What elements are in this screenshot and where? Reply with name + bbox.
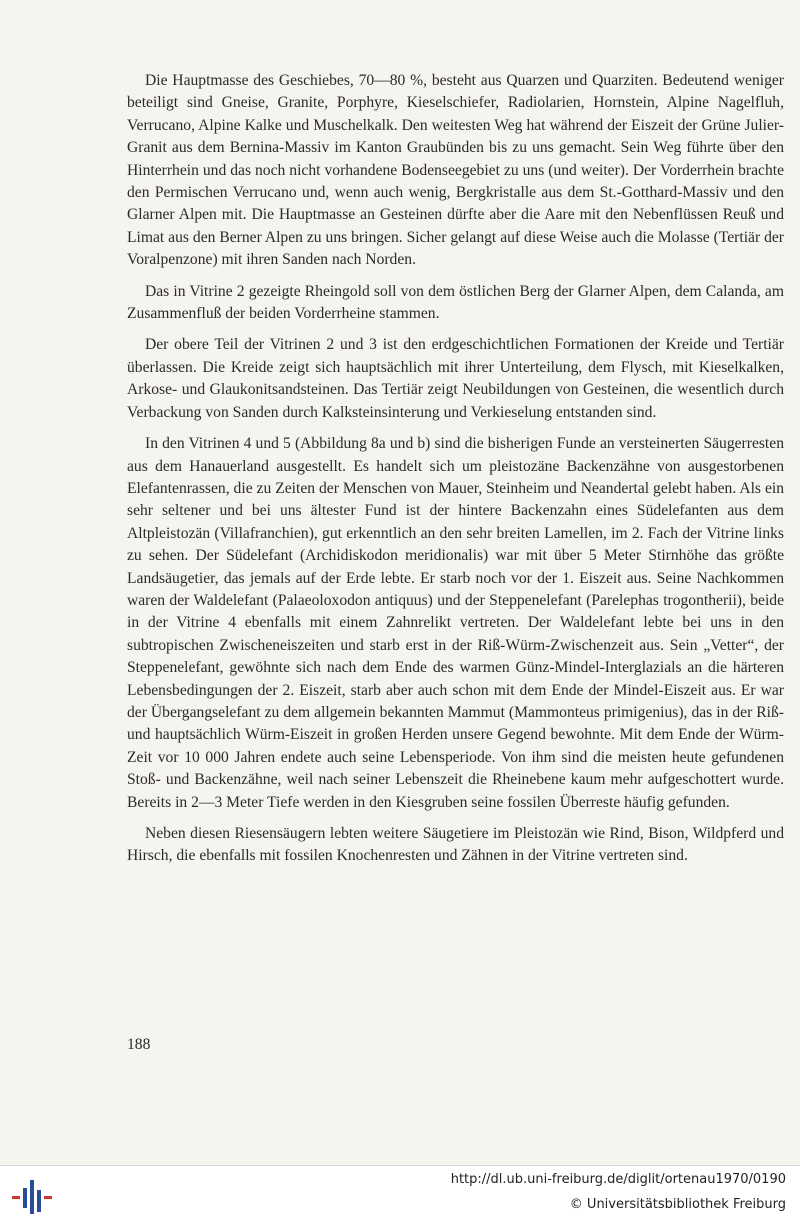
paragraph-5: Neben diesen Riesensäugern lebten weitere Säugetiere im Pleistozän wie Rind, Bison, Wildpferd und Hirsch, die ebenfalls mit fossilen Knochenresten und Zähnen in der Vitrine vertreten sind. [127, 825, 784, 865]
paragraph-1: Die Hauptmasse des Geschiebes, 70—80 %, besteht aus Quarzen und Quarziten. Bedeutend weniger beteiligt sind Gneise, Granite, Porphyre, Kieselschiefer, Radiolarien, Hornstein, Alpine Nagelfluh, Verrucano, Alpine Kalke und Muschelkalk. Den weitesten Weg hat während der Eiszeit der Grüne Julier-Granit aus dem Bernina-Massiv im Kanton Graubünden bis zu uns gemacht. Sein Weg führte über den Hinterrhein und das noch nicht vorhandene Bodenseegebiet zu uns (und weiter). Der Vorderrhein brachte den Permischen Verrucano und, wenn auch wenig, Bergkristalle aus dem St.-Gotthard-Massiv und den Glarner Alpen mit. Die Hauptmasse an Gesteinen dürfte aber die Aare mit den Nebenflüssen Reuß und Limat aus den Berner Alpen zu uns bringen. Sicher gelangt auf diese Weise auch die Molasse (Tertiär der Voralpenzone) mit ihren Sanden nach Norden. [127, 72, 784, 269]
footer-bar [0, 1165, 800, 1221]
ub-freiburg-logo-icon [8, 1176, 54, 1216]
paragraph-4: In den Vitrinen 4 und 5 (Abbildung 8a und b) sind die bisherigen Funde an versteinerten Säugerresten aus dem Hanauerland ausgestellt. Es handelt sich um pleistozäne Backenzähne von ausgestorbenen Elefantenrassen, die zu Zeiten der Menschen von Mauer, Steinheim und Neandertal gelebt haben. Als ein sehr seltener und bei uns ältester Fund ist der hintere Backenzahn eines Südelefanten aus dem Altpleistozän (Villafranchien), gut erkenntlich an den sehr breiten Lamellen, im 2. Fach der Vitrine links zu sehen. Der Südelefant (Archidiskodon meridionalis) war mit über 5 Meter Stirnhöhe das größte Landsäugetier, das jemals auf der Erde lebte. Er starb noch vor der 1. Eiszeit aus. Seine Nachkommen waren der Waldelefant (Palaeoloxodon antiquus) und der Steppenelefant (Parelephas trogontherii), beide in der Vitrine 4 ebenfalls mit einem Zahnrelikt vertreten. Der Waldelefant lebte bei uns in den subtropischen Zwischeneiszeiten und starb erst in der Riß-Würm-Zwischenzeit aus. Sein „Vetter“, der Steppenelefant, gewöhnte sich nach dem Ende des warmen Günz-Mindel-Interglazials an die härteren Lebensbedingungen der 2. Eiszeit, starb aber auch schon mit dem Ende der Mindel-Eiszeit aus. Er war der Übergangselefant zu dem allgemein bekannten Mammut (Mammonteus primigenius), das in der Riß- und hauptsächlich Würm-Eiszeit in großen Herden unsere Gegend bewohnte. Mit dem Ende der Würm-Zeit vor 10 000 Jahren endete auch seine Lebensperiode. Von ihm sind die meisten heute gefundenen Stoß- und Backenzähne, weil nach seiner Lebenszeit die Rheinebene kaum mehr aufgeschottert wurde. Bereits in 2—3 Meter Tiefe werden in den Kiesgruben seine fossilen Überreste häufig gefunden. [127, 435, 784, 811]
source-url-link[interactable]: http://dl.ub.uni-freiburg.de/diglit/ortenau1970/0190 [450, 1172, 786, 1187]
page-number: 188 [127, 1036, 151, 1053]
paragraph-3: Der obere Teil der Vitrinen 2 und 3 ist den erdgeschichtlichen Formationen der Kreide und Tertiär überlassen. Die Kreide zeigt sich hauptsächlich mit ihrer Unterteilung, dem Flysch, mit Kieselkalken, Arkose- und Glaukonitsandsteinen. Das Tertiär zeigt Neubildungen von Gesteinen, die wesentlich durch Verbackung von Sanden durch Kalksteinsinterung und Verkieselung entstanden sind. [127, 336, 784, 421]
body-text [127, 70, 784, 877]
paragraph-2: Das in Vitrine 2 gezeigte Rheingold soll von dem östlichen Berg der Glarner Alpen, dem Calanda, am Zusammenfluß der beiden Vorderrheine stammen. [127, 282, 784, 323]
copyright-text: © Universitätsbibliothek Freiburg [569, 1197, 786, 1212]
